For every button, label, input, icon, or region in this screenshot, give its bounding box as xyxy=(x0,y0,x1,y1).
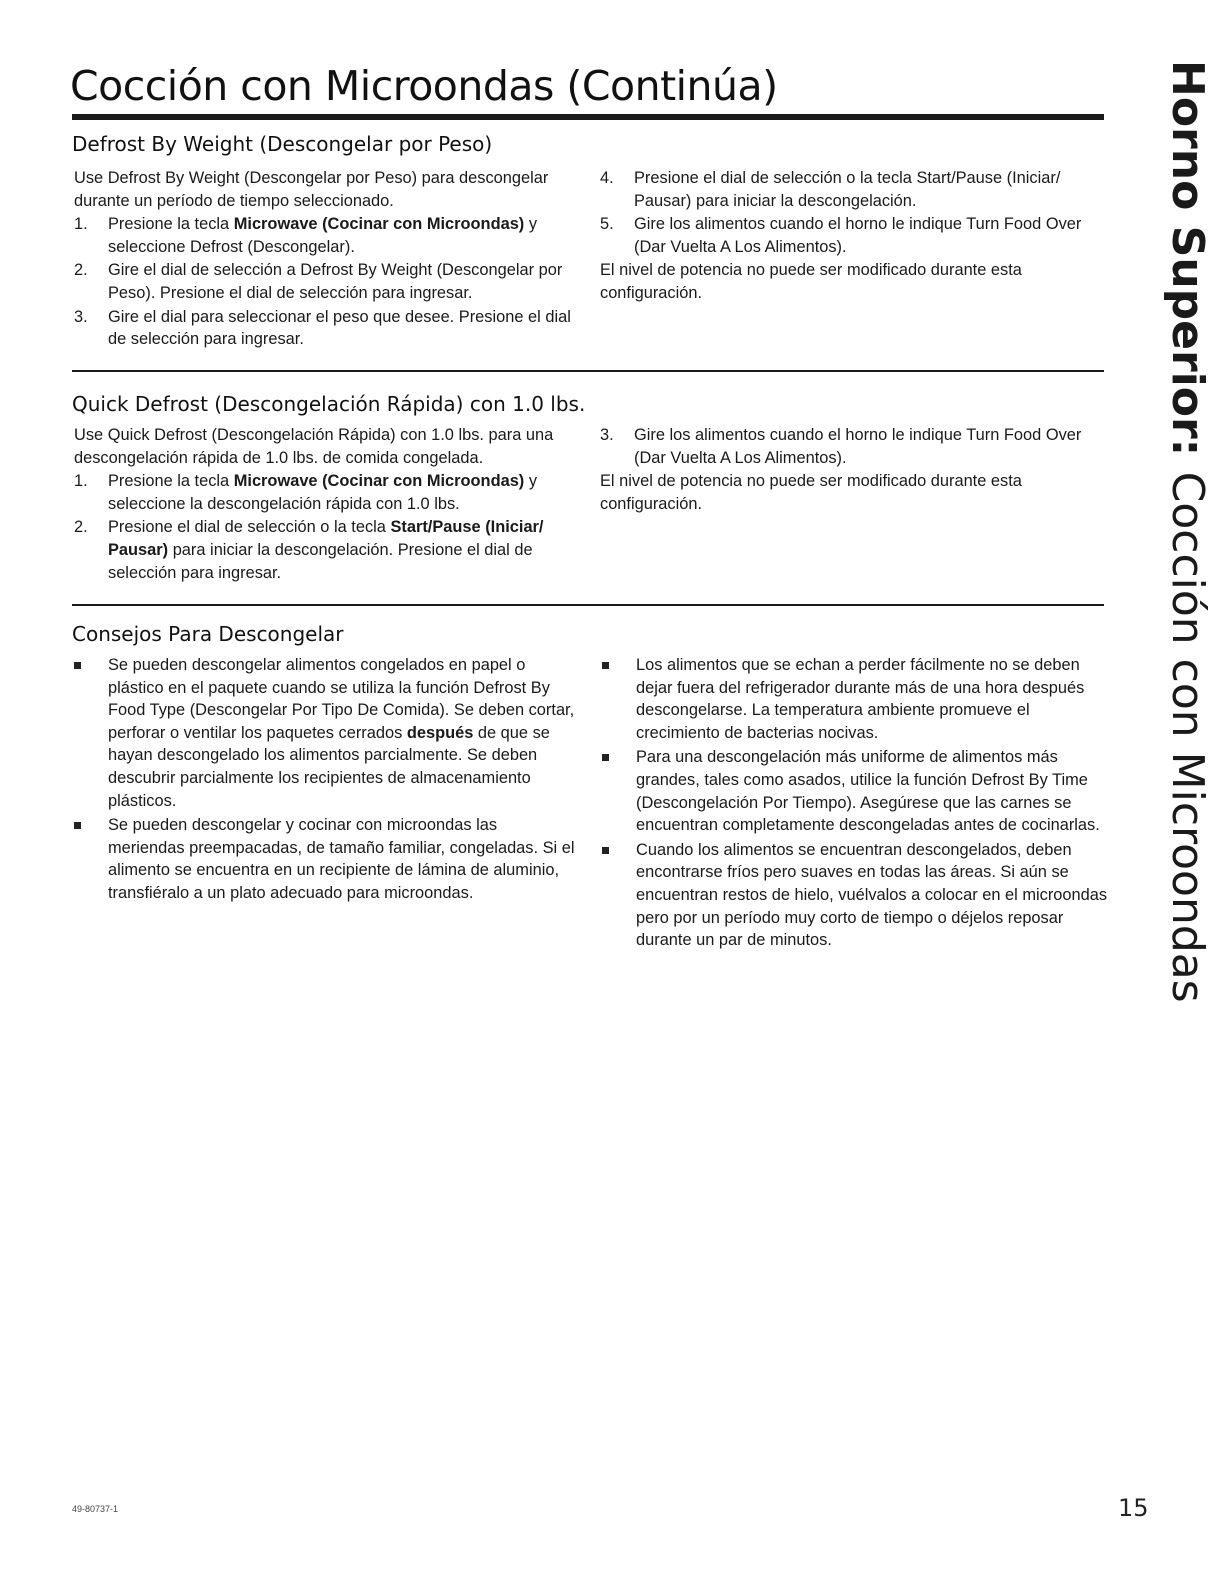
microwave-key-label: Microwave (Cocinar con Microondas) xyxy=(233,215,525,234)
quick-defrost-heading: Quick Defrost (Descongelación Rápida) con 1.0 lbs. xyxy=(72,392,586,416)
defrost-weight-steps-continued xyxy=(600,167,1090,258)
document-code: 49-80737-1 xyxy=(72,1504,119,1514)
side-label-bold: Horno Superior: xyxy=(1162,60,1213,472)
tips-list xyxy=(72,654,577,905)
step-text: Gire el dial para seleccionar el peso que desee. Presione el dial de selección para ingresar. xyxy=(108,307,571,349)
tip-item xyxy=(72,814,577,904)
step-number: 4. xyxy=(600,169,614,187)
defrost-weight-heading: Defrost By Weight (Descongelar por Peso) xyxy=(72,132,493,156)
quick-defrost-step-2 xyxy=(74,516,574,584)
square-bullet-icon xyxy=(74,822,81,829)
step-number: 2. xyxy=(74,261,88,280)
tips-list-continued xyxy=(600,654,1110,952)
quick-defrost-step-1 xyxy=(74,470,574,515)
defrost-weight-right-column xyxy=(600,167,1090,306)
quick-defrost-left-column xyxy=(74,424,574,585)
start-pause-key-label: Start/Pause (Iniciar/ Pausar) xyxy=(108,518,544,559)
square-bullet-icon xyxy=(602,754,609,761)
section-divider xyxy=(72,604,1104,606)
square-bullet-icon xyxy=(602,662,609,669)
title-rule xyxy=(72,114,1104,120)
step-text: Gire el dial de selección a Defrost By Weight (Descongelar por Peso). Presione el dial de selección para ingresar. xyxy=(108,261,563,302)
step-text: Gire los alimentos cuando el horno le indique Turn Food Over (Dar Vuelta A Los Alimentos). xyxy=(634,215,1082,256)
tip-item xyxy=(72,654,577,812)
step-text: Gire los alimentos cuando el horno le indique Turn Food Over (Dar Vuelta A Los Alimentos). xyxy=(634,426,1082,467)
tip-text: Se pueden descongelar y cocinar con microondas las meriendas preempacadas, de tamaño familiar, congeladas. Si el alimento se encuentra en un recipiente de lámina de aluminio, transfiéralo a un plato adecuado para microondas. xyxy=(108,816,575,902)
defrost-weight-step-5 xyxy=(600,213,1090,258)
defrost-weight-left-column xyxy=(74,167,580,352)
step-number: 5. xyxy=(600,215,614,234)
defrost-weight-step-3 xyxy=(74,306,580,351)
quick-defrost-step-3 xyxy=(600,424,1090,469)
step-number: 1. xyxy=(74,472,88,491)
tip-item xyxy=(600,839,1110,952)
defrost-weight-step-2 xyxy=(74,259,580,304)
microwave-key-label: Microwave (Cocinar con Microondas) xyxy=(233,472,525,491)
side-label-light: Cocción con Microondas xyxy=(1162,471,1213,1003)
step-text: Presione la tecla xyxy=(108,215,234,234)
tip-text: Los alimentos que se echan a perder fácilmente no se deben dejar fuera del refrigerador durante más de una hora después descongelarse. La temperatura ambiente promueve el crecimiento de bacterias nocivas. xyxy=(636,656,1085,742)
defrost-weight-intro: Use Defrost By Weight (Descongelar por Peso) para descongelar durante un período de tiempo seleccionado. xyxy=(74,169,549,210)
defrost-weight-step-1 xyxy=(74,213,580,258)
tip-text: Se pueden descongelar alimentos congelados en papel o plástico en el paquete cuando se utiliza la función Defrost By Food Type (Descongelar Por Tipo De Comida). Se deben cortar, perforar o ventilar los paquetes cerrados xyxy=(108,656,575,742)
quick-defrost-intro: Use Quick Defrost (Descongelación Rápida) con 1.0 lbs. para una descongelación rápida de 1.0 lbs. de comida congelada. xyxy=(74,426,554,467)
side-section-label xyxy=(1162,60,1213,1003)
quick-defrost-right-column xyxy=(600,424,1090,516)
tips-right-column xyxy=(600,654,1110,954)
step-text: para iniciar la descongelación. Presione el dial de selección para ingresar. xyxy=(108,540,533,582)
tip-item xyxy=(600,654,1110,744)
quick-defrost-steps-continued xyxy=(600,424,1090,469)
square-bullet-icon xyxy=(602,847,609,854)
page-number: 15 xyxy=(1118,1494,1149,1522)
step-text: Presione el dial de selección o la tecla xyxy=(108,518,391,537)
step-text: y seleccione Defrost (Descongelar). xyxy=(108,215,538,256)
tip-text: Cuando los alimentos se encuentran descongelados, deben encontrarse fríos pero suaves en todas las áreas. Si aún se encuentran restos de hielo, vuélvalos a colocar en el microondas pero por un período muy corto de tiempo o déjelos reposar durante un par de minutos. xyxy=(636,840,1108,950)
tip-emphasis: después xyxy=(406,723,474,742)
defrost-weight-steps xyxy=(74,213,580,351)
step-number: 3. xyxy=(600,426,614,444)
step-number: 2. xyxy=(74,518,88,537)
tips-heading: Consejos Para Descongelar xyxy=(72,622,344,646)
section-divider xyxy=(72,370,1104,372)
square-bullet-icon xyxy=(74,662,81,669)
defrost-weight-step-4 xyxy=(600,167,1090,212)
defrost-weight-note: El nivel de potencia no puede ser modificado durante esta configuración. xyxy=(600,261,1022,302)
step-text: Presione el dial de selección o la tecla Start/Pause (Iniciar/ Pausar) para iniciar la descongelación. xyxy=(634,169,1061,210)
step-number: 1. xyxy=(74,215,88,234)
tips-left-column xyxy=(72,654,577,907)
tip-text: Para una descongelación más uniforme de alimentos más grandes, tales como asados, utilice la función Defrost By Time (Descongelación Por Tiempo). Asegúrese que las carnes se encuentran completamente descongeladas antes de cocinarlas. xyxy=(636,748,1100,835)
page-title: Cocción con Microondas (Continúa) xyxy=(70,62,778,110)
tip-item xyxy=(600,746,1110,836)
quick-defrost-note: El nivel de potencia no puede ser modificado durante esta configuración. xyxy=(600,472,1022,513)
quick-defrost-steps xyxy=(74,470,574,584)
step-number: 3. xyxy=(74,307,88,326)
tip-text: de que se hayan descongelado los alimentos parcialmente. Se deben descubrir parcialmente los recipientes de almacenamiento plásticos. xyxy=(108,723,550,810)
step-text: y seleccione la descongelación rápida con 1.0 lbs. xyxy=(108,472,538,513)
step-text: Presione la tecla xyxy=(108,472,234,491)
